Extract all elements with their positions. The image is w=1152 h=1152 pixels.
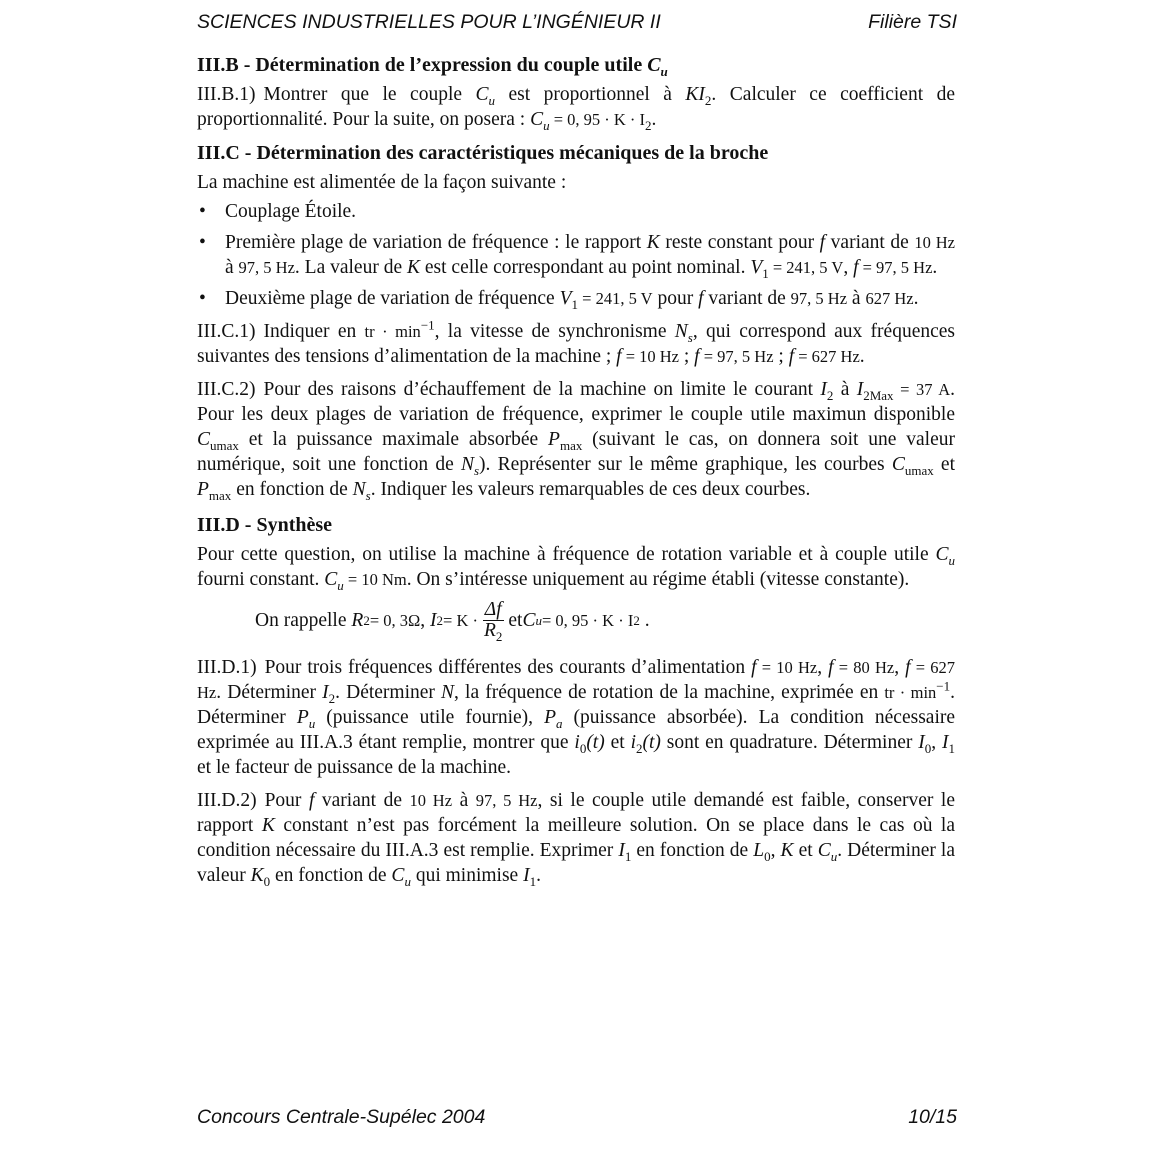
list-item: • Couplage Étoile. [197, 199, 955, 224]
page-number: 10/15 [908, 1106, 957, 1128]
section-title-iii-d: III.D - Synthèse [197, 514, 333, 536]
question-iii-c-1: III.C.1) Indiquer en tr · $\min^{-1}$, la vitesse de synchronisme $N_s$, qui correspond aux fréquences suivantes des tensions d’alimentation de la machine ; f = 10 Hz ; f = 97, 5 Hz ; f = 627 Hz. [197, 317, 955, 367]
page-footer [197, 1106, 957, 1129]
list-item: • Première plage de variation de fréquence : le rapport K reste constant pour f variant de 10 Hz à 97, 5 Hz. La valeur de K est celle correspondant au point nominal. $V_1 = 241$, 5 V, f = 97, 5 Hz. [197, 230, 955, 280]
section-title-iii-b: III.B - Détermination de l’expression du couple utile $C_u$ [197, 54, 668, 79]
supply-conditions-list [197, 199, 955, 311]
page-header [197, 11, 957, 34]
section-intro-iii-c: La machine est alimentée de la façon suivante : [197, 172, 567, 193]
question-iii-d-2: III.D.2) Pour f variant de 10 Hz à 97, 5 Hz, si le couple utile demandé est faible, conserver le rapport K constant n’est pas forcément la meilleure solution. On se place dans le cas où la condition nécessaire du III.A.3 est remplie. Exprimer $I_1$ en fonction de $L_0$, K et $C_u$. Déterminer la valeur $K_0$ en fonction de $C_u$ qui minimise $I_1$. [197, 790, 956, 889]
question-iii-c-2: III.C.2) Pour des raisons d’échauffement de la machine on limite le courant $I_2$ à $I_{2Max} = 37$ A. Pour les deux plages de variation de fréquence, exprimer le couple utile maximun disponible $C_{umax}$ et la puissance maximale absorbée $P_{max}$ (suivant le cas, on donnera soit une valeur numérique, soit une fonction de $N_s$). Représenter sur le même graphique, les courbes $C_{umax}$ et $P_{max}$ en fonction de $N_s$. Indiquer les valeurs remarquables de ces deux courbes. [197, 379, 956, 503]
section-intro-iii-d: Pour cette question, on utilise la machine à fréquence de rotation variable et à couple utile $C_u$ fourni constant. $C_u = 10$ Nm. On s’intéresse uniquement au régime établi (vitesse constante). [197, 544, 955, 593]
list-item: • Deuxième plage de variation de fréquence $V_1 = 241$, 5 V pour f variant de 97, 5 Hz à 627 Hz. [197, 286, 955, 311]
header-track: Filière TSI [868, 11, 957, 33]
footer-exam: Concours Centrale-Supélec 2004 [197, 1106, 486, 1128]
page-content [197, 52, 955, 896]
reminder-formula: On rappelle R 2 = 0, 3Ω , I 2 = K · $\frac{\Delta f}{R_2}$ et C u = 0, 95 · K · I 2 . [255, 599, 650, 644]
question-iii-d-1: III.D.1) Pour trois fréquences différentes des courants d’alimentation f = 10 Hz, f = 80 Hz, f = 627 Hz. Déterminer $I_2$. Déterminer N, la fréquence de rotation de la machine, exprimée en tr · $\min^{-1}$. Déterminer $P_u$ (puissance utile fournie), $P_a$ (puissance absorbée). La condition nécessaire exprimée au III.A.3 étant remplie, montrer que $i_0(t)$ et $i_2(t)$ sont en quadrature. Déterminer $I_0$, $I_1$ et le facteur de puissance de la machine. [197, 657, 956, 778]
section-title-iii-c: III.C - Détermination des caractéristiques mécaniques de la broche [197, 142, 769, 164]
question-iii-b-1: III.B.1) Montrer que le couple $C_u$ est proportionnel à $KI_2$. Calculer ce coefficient de proportionnalité. Pour la suite, on posera : $C_u = 0$, $95 \cdot K \cdot I_2$. [197, 84, 955, 133]
fraction: $\frac{\Delta f}{R_2}$ [483, 599, 503, 644]
header-course: SCIENCES INDUSTRIELLES POUR L’INGÉNIEUR II [197, 11, 661, 33]
